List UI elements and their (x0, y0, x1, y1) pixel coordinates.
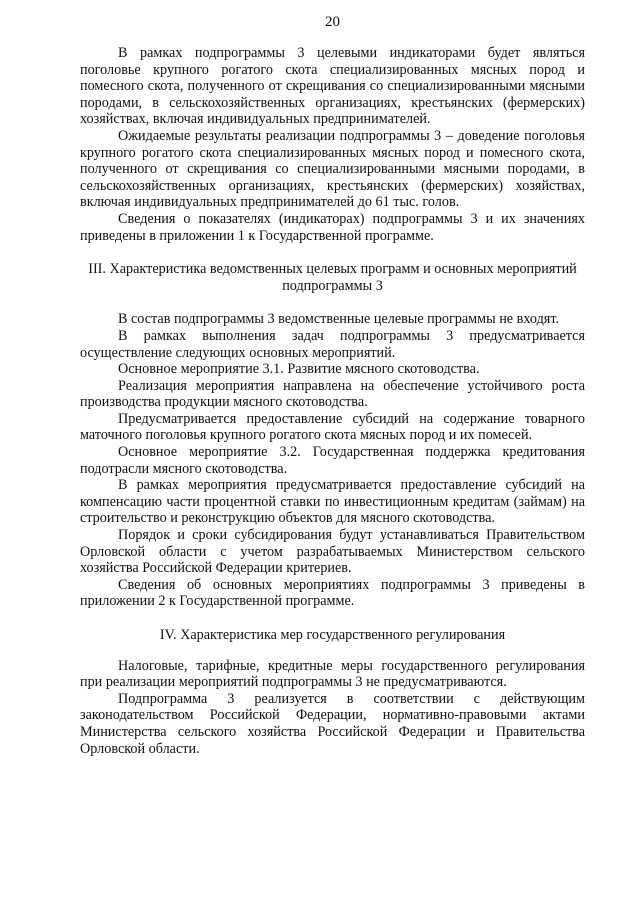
paragraph: Основное мероприятие 3.1. Развитие мясного скотоводства. (118, 361, 480, 378)
paragraph: Сведения об основных мероприятиях подпрограммы 3 приведены в приложении 2 к Государственной программе. (80, 576, 585, 610)
document-body (80, 45, 585, 757)
paragraph: Ожидаемые результаты реализации подпрограммы 3 – доведение поголовья крупного рогатого скота специализированных мясных пород и помесного скота, полученного от скрещивания со специализированными мясными породами, в сельскохозяйственных организациях, крестьянских (фермерских) хозяйствах, включая индивидуальных предпринимателей до 61 тыс. голов. (80, 127, 585, 211)
section-heading-3: III. Характеристика ведомственных целевых программ и основных мероприятий подпрограммы 3 (88, 261, 577, 294)
paragraph: Подпрограмма 3 реализуется в соответствии с действующим законодательством Российской Федерации, нормативно-правовыми актами Министерства сельского хозяйства Российской Федерации и Правительства Орловской области. (80, 690, 585, 757)
paragraph: В состав подпрограммы 3 ведомственные целевые программы не входят. (118, 311, 560, 328)
paragraph: В рамках подпрограммы 3 целевыми индикаторами будет являться поголовье крупного рогатого скота специализированных мясных пород и помесного скота, полученного от скрещивания со специализированными мясными породами, в сельскохозяйственных организациях, крестьянских (фермерских) хозяйствах, включая индивидуальных предпринимателей. (80, 45, 585, 128)
paragraph: Сведения о показателях (индикаторах) подпрограммы 3 и их значениях приведены в приложении 1 к Государственной программе. (80, 210, 585, 244)
paragraph: В рамках мероприятия предусматривается предоставление субсидий на компенсацию части процентной ставки по инвестиционным кредитам (займам) на строительство и реконструкцию объектов для мясного скотоводства. (80, 477, 585, 527)
paragraph: В рамках выполнения задач подпрограммы 3 предусматривается осуществление следующих основных мероприятий. (80, 327, 585, 361)
paragraph: Порядок и сроки субсидирования будут устанавливаться Правительством Орловской области с учетом разрабатываемых Министерством сельского хозяйства Российской Федерации критериев. (80, 527, 585, 577)
paragraph: Налоговые, тарифные, кредитные меры государственного регулирования при реализации мероприятий подпрограммы 3 не предусматриваются. (80, 657, 585, 691)
paragraph: Предусматривается предоставление субсидий на содержание товарного маточного поголовья крупного рогатого скота мясных пород и их помесей. (80, 410, 585, 444)
paragraph: Реализация мероприятия направлена на обеспечение устойчивого роста производства продукции мясного скотоводства. (80, 377, 585, 411)
page-number: 20 (325, 14, 340, 30)
section-heading-4: IV. Характеристика мер государственного регулирования (159, 627, 506, 643)
paragraph: Основное мероприятие 3.2. Государственная поддержка кредитования подотрасли мясного скотоводства. (80, 444, 585, 477)
